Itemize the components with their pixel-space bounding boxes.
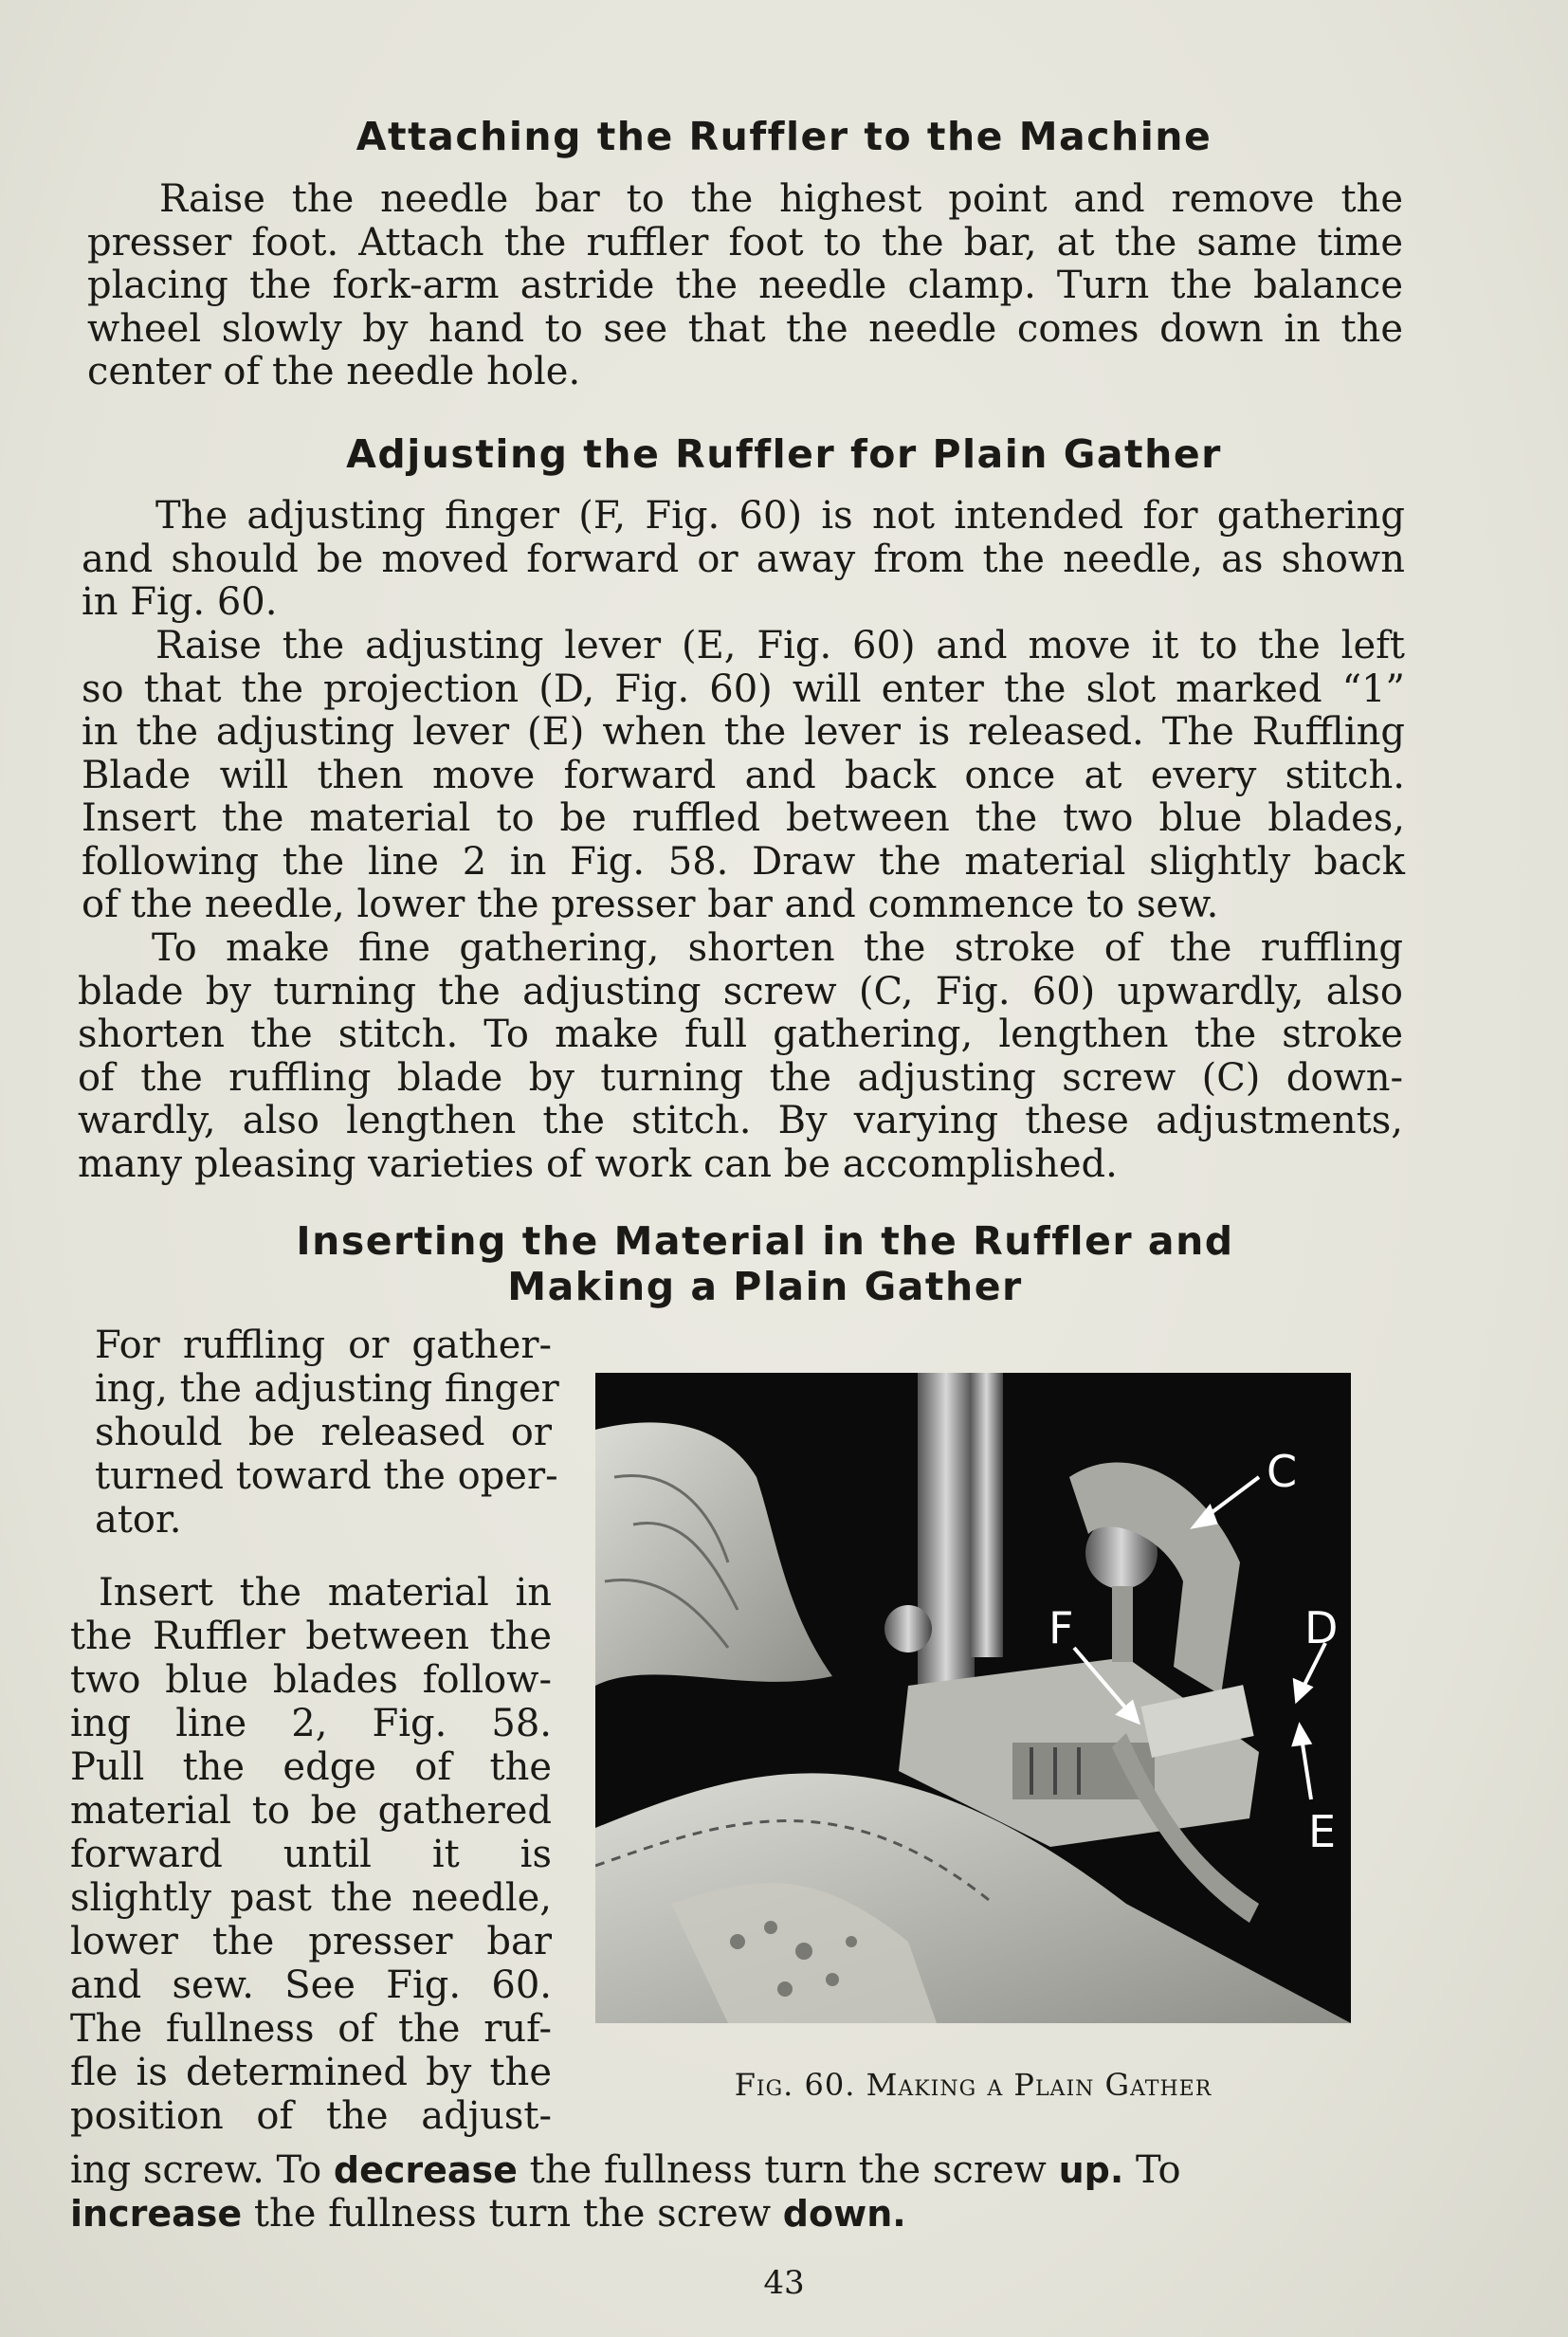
paragraph-adjusting-finger <box>82 495 1405 625</box>
text-line: and sew. See Fig. 60. <box>70 1963 552 2007</box>
text-line: Pull the edge of the <box>70 1745 552 1789</box>
heading-adjusting-ruffler: Adjusting the Ruffler for Plain Gather <box>346 431 1222 477</box>
text-line: center of the needle hole. <box>87 350 581 393</box>
text-line-decrease: ing screw. To decrease the fullness turn the screw up. To <box>70 2148 1181 2192</box>
label-f: F <box>1048 1602 1074 1653</box>
text-line: The fullness of the ruf- <box>70 2007 552 2051</box>
heading-attaching-ruffler: Attaching the Ruffler to the Machine <box>356 114 1212 159</box>
text-line: two blue blades follow- <box>70 1658 552 1702</box>
text-line-increase: increase the fullness turn the screw down. <box>70 2192 906 2236</box>
text-line: lower the presser bar <box>70 1920 552 1963</box>
ruffler-illustration <box>595 1373 1351 2023</box>
paragraph-ruffling-gathering <box>95 1324 559 1542</box>
text-line: and should be moved forward or away from the needle, as shown <box>82 537 1405 581</box>
bold-increase: increase <box>70 2193 243 2235</box>
paragraph-fine-gathering <box>78 927 1403 1186</box>
text-line: ing, the adjusting finger <box>95 1367 559 1411</box>
text-line: in the adjusting lever (E) when the lever is released. The Ruffling <box>82 710 1405 754</box>
text-line: Insert the material to be ruffled between the two blue blades, <box>82 796 1405 840</box>
paragraph-adjusting-lever <box>82 625 1405 927</box>
heading-inserting-material: Inserting the Material in the Ruffler and <box>296 1218 1234 1264</box>
text-line: slightly past the needle, <box>70 1876 552 1920</box>
text-line: of the needle, lower the presser bar and commence to sew. <box>82 883 1219 926</box>
figure-caption: Fig. 60. Making a Plain Gather <box>734 2067 1212 2103</box>
text-line: many pleasing varieties of work can be accomplished. <box>78 1141 1118 1186</box>
text-line: The adjusting finger (F, Fig. 60) is not intended for gathering <box>155 494 1405 538</box>
bold-decrease: decrease <box>333 2149 518 2191</box>
text-line: placing the fork-arm astride the needle clamp. Turn the balance <box>87 264 1403 307</box>
text-line: turned toward the oper- <box>95 1454 558 1498</box>
text-line: Raise the needle bar to the highest point and remove the <box>159 177 1403 221</box>
text-line: blade by turning the adjusting screw (C, Fig. 60) upwardly, also <box>78 969 1403 1013</box>
paragraph-insert-material <box>70 1571 552 2138</box>
text-line: Blade will then move forward and back once at every stitch. <box>82 753 1405 797</box>
text-line: wardly, also lengthen the stitch. By varying these adjustments, <box>78 1099 1403 1142</box>
bold-up: up. <box>1058 2149 1124 2191</box>
text-line: fle is determined by the <box>70 2051 552 2094</box>
label-c: C <box>1267 1446 1298 1497</box>
text-line: of the ruffling blade by turning the adjusting screw (C) down- <box>78 1055 1403 1100</box>
bold-down: down. <box>782 2193 906 2235</box>
text-line: following the line 2 in Fig. 58. Draw the material slightly back <box>82 839 1405 884</box>
text-line: position of the adjust- <box>70 2094 552 2138</box>
text-line: ator. <box>95 1498 182 1542</box>
figure-60-ruffler-photo <box>595 1373 1351 2023</box>
text-line: should be released or <box>95 1411 552 1454</box>
text-line: Raise the adjusting lever (E, Fig. 60) and move it to the left <box>155 624 1405 667</box>
text-line: so that the projection (D, Fig. 60) will enter the slot marked “1” <box>82 666 1405 711</box>
label-e: E <box>1308 1806 1337 1857</box>
text-line: wheel slowly by hand to see that the needle comes down in the <box>87 306 1403 351</box>
page-number: 43 <box>763 2264 805 2302</box>
text-line: Insert the material in <box>99 1571 552 1615</box>
text-line: To make fine gathering, shorten the stroke of the ruffling <box>152 926 1403 970</box>
text-line: forward until it is <box>70 1833 552 1876</box>
text-line: the Ruffler between the <box>70 1615 552 1658</box>
text-line: presser foot. Attach the ruffler foot to the bar, at the same time <box>87 220 1403 265</box>
text-line: For ruffling or gather- <box>95 1324 552 1367</box>
text-line: in Fig. 60. <box>82 580 278 624</box>
text-line: material to be gathered <box>70 1789 552 1833</box>
text-line: ing line 2, Fig. 58. <box>70 1702 552 1745</box>
paragraph-attaching <box>87 178 1403 394</box>
text-line: shorten the stitch. To make full gathering, lengthen the stroke <box>78 1013 1403 1056</box>
label-d: D <box>1304 1602 1339 1653</box>
heading-plain-gather: Making a Plain Gather <box>507 1264 1023 1309</box>
